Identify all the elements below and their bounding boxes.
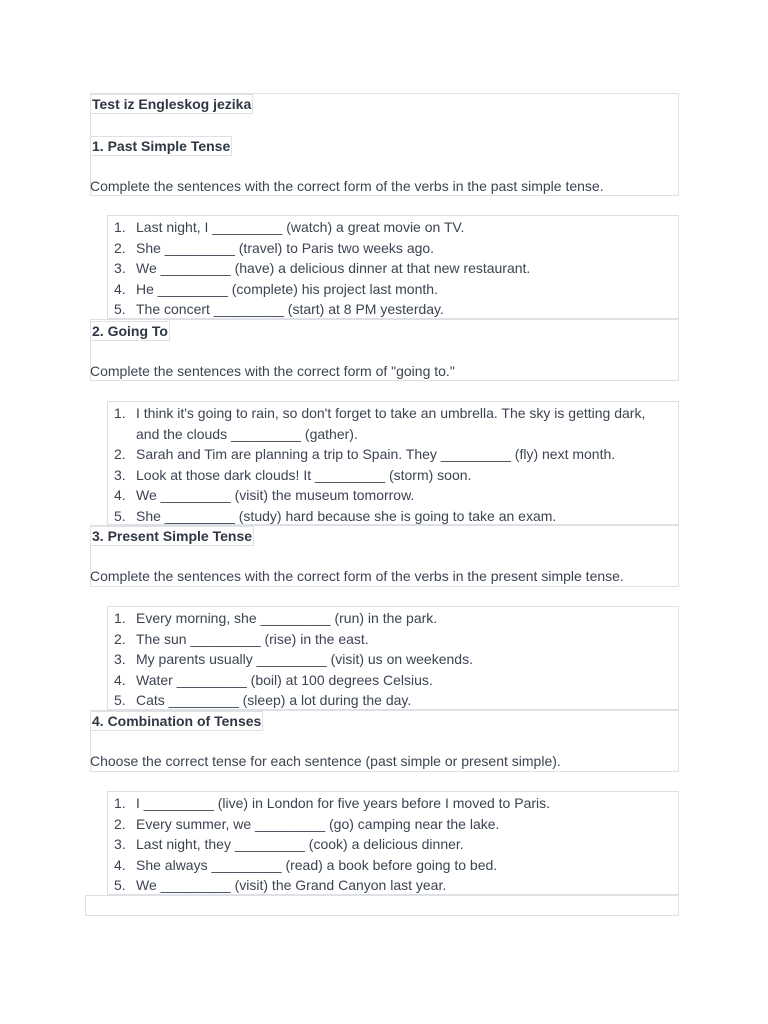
list-item: 4. Water _________ (boil) at 100 degrees Celsius. <box>114 671 433 688</box>
empty-footer-box <box>85 895 679 916</box>
list-item: 2. The sun _________ (rise) in the east. <box>114 630 369 647</box>
list-item: 3. We _________ (have) a delicious dinner at that new restaurant. <box>114 260 531 277</box>
section-3-instruction: Complete the sentences with the correct form of the verbs in the present simple tense. <box>90 568 624 584</box>
list-item: 5. Cats _________ (sleep) a lot during the day. <box>114 692 412 709</box>
list-item: 1. I _________ (live) in London for five years before I moved to Paris. <box>114 795 551 811</box>
doc-title: Test iz Engleskog jezika <box>92 96 252 112</box>
list-item: 2. Sarah and Tim are planning a trip to Spain. They _________ (fly) next month. <box>114 446 616 463</box>
list-item: 4. He _________ (complete) his project last month. <box>114 280 438 297</box>
list-item: 2. Every summer, we _________ (go) camping near the lake. <box>114 815 500 832</box>
list-item: 3. Look at those dark clouds! It _________ (storm) soon. <box>114 466 472 483</box>
list-item: 1. Every morning, she _________ (run) in the park. <box>114 610 438 626</box>
section-4-heading: 4. Combination of Tenses <box>92 713 262 729</box>
section-1-heading: 1. Past Simple Tense <box>92 138 231 154</box>
section-2-instruction: Complete the sentences with the correct form of "going to." <box>90 363 455 379</box>
section-1-list <box>107 215 679 319</box>
list-item: 1. I think it's going to rain, so don't forget to take an umbrella. The sky is getting dark, and the clouds _________ (gather). <box>114 405 646 442</box>
section-1-instruction: Complete the sentences with the correct form of the verbs in the past simple tense. <box>90 178 604 194</box>
list-item: 4. She always _________ (read) a book before going to bed. <box>114 856 498 873</box>
section-2-list <box>107 401 679 525</box>
section-4-list <box>107 791 679 895</box>
list-item: 2. She _________ (travel) to Paris two weeks ago. <box>114 239 435 256</box>
list-item: 3. Last night, they _________ (cook) a delicious dinner. <box>114 836 464 853</box>
section-3-list <box>107 606 679 710</box>
list-item: 5. We _________ (visit) the Grand Canyon last year. <box>114 877 447 894</box>
list-item: 5. She _________ (study) hard because she is going to take an exam. <box>114 507 557 524</box>
list-item: 3. My parents usually _________ (visit) us on weekends. <box>114 651 473 668</box>
list-item: 1. Last night, I _________ (watch) a great movie on TV. <box>114 219 465 235</box>
section-2-heading: 2. Going To <box>92 323 168 339</box>
list-item: 4. We _________ (visit) the museum tomorrow. <box>114 487 415 504</box>
section-4-instruction: Choose the correct tense for each sentence (past simple or present simple). <box>90 753 561 769</box>
section-3-heading: 3. Present Simple Tense <box>92 528 253 544</box>
list-item: 5. The concert _________ (start) at 8 PM yesterday. <box>114 301 444 318</box>
